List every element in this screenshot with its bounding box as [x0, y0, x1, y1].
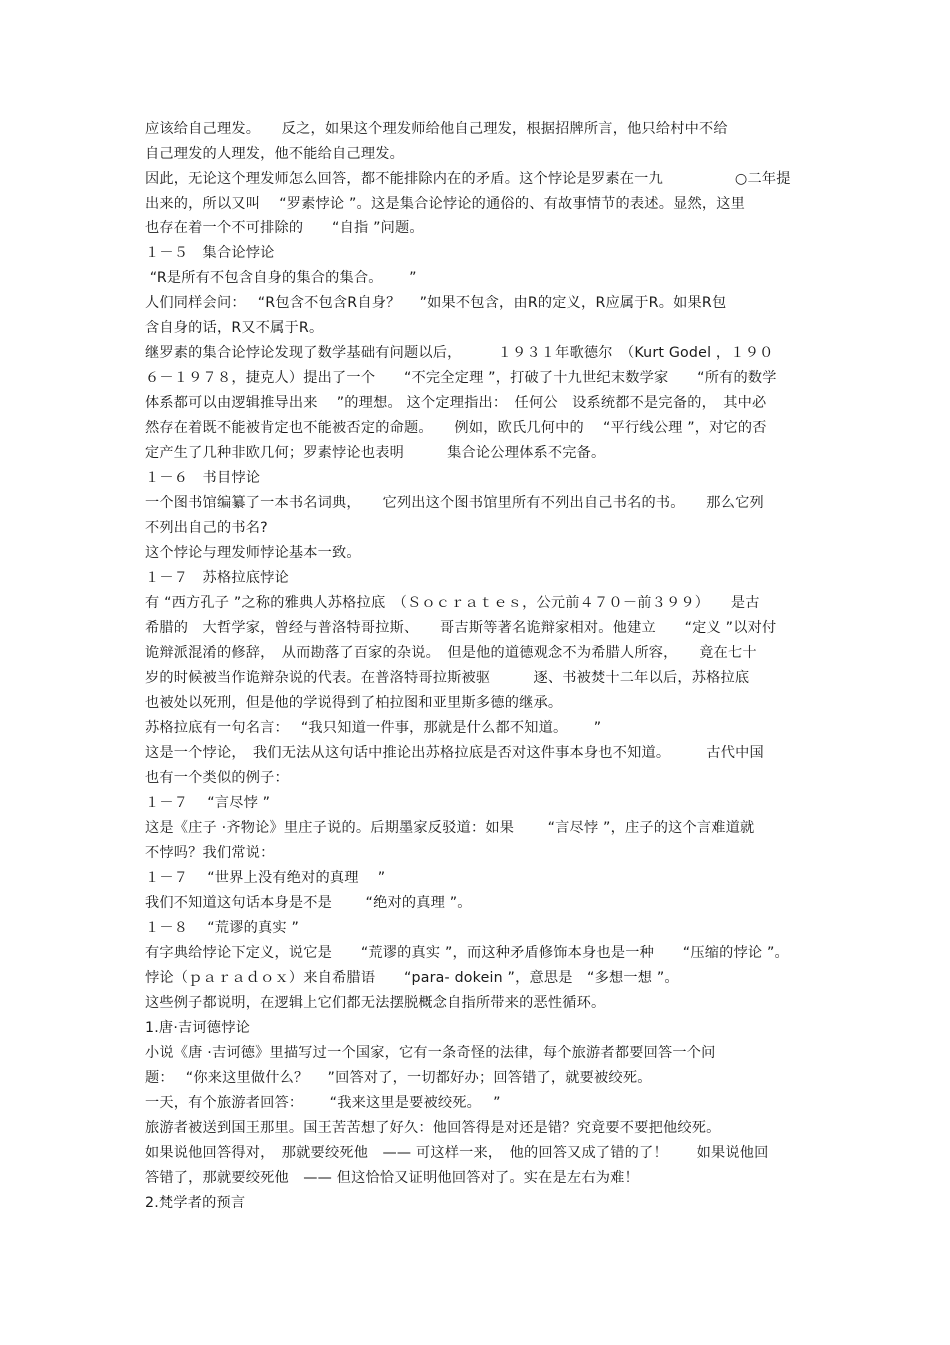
text-line: 继罗素的集合论悖论发现了数学基础有问题以后， １９３１年歌德尔 （Kurt Godel ，１９０: [145, 345, 774, 361]
text-line: 应该给自己理发。 反之，如果这个理发师给他自己理发，根据招牌所言，他只给村中不给: [145, 121, 728, 137]
text-line: 答错了，那就要绞死他 —— 但这恰恰又证明他回答对了。实在是左右为难！: [145, 1170, 639, 1186]
text-line: 这个悖论与理发师悖论基本一致。: [145, 545, 361, 561]
text-line: 如果说他回答得对， 那就要绞死他 —— 可这样一来， 他的回答又成了错的了！ 如果说他回: [145, 1145, 769, 1161]
text-line: 体系都可以由逻辑推导出来 ”的理想。 这个定理指出： 任何公 设系统都不是完备的， 其中必: [145, 395, 767, 411]
text-line: 岁的时候被当作诡辩杂说的代表。在普洛特哥拉斯被驱 逐、书被焚十二年以后，苏格拉底: [145, 670, 750, 686]
text-line: “R是所有不包含自身的集合的集合。 ”: [145, 270, 417, 286]
text-line: 题： “你来这里做什么？ ”回答对了，一切都好办；回答错了，就要被绞死。: [145, 1070, 652, 1086]
text-line: 人们同样会问： “R包含不包含R自身？ ”如果不包含，由R的定义，R应属于R。如果R包: [145, 295, 727, 311]
text-line: ６－１９７８，捷克人）提出了一个 “不完全定理 ”，打破了十九世纪末数学家 “所有的数学: [145, 370, 777, 386]
text-line: 一天，有个旅游者回答： “我来这里是要被绞死。 ”: [145, 1095, 501, 1111]
text-line: 苏格拉底有一句名言： “我只知道一件事，那就是什么都不知道。 ”: [145, 720, 602, 736]
text-line: 因此，无论这个理发师怎么回答，都不能排除内在的矛盾。这个悖论是罗素在一九 ○二年提: [145, 171, 791, 187]
text-line: 我们不知道这句话本身是不是 “绝对的真理 ”。: [145, 895, 472, 911]
text-line: 不列出自己的书名?: [145, 520, 268, 536]
text-line: 这些例子都说明，在逻辑上它们都无法摆脱概念自指所带来的恶性循环。: [145, 995, 606, 1011]
section-heading: １－８ “荒谬的真实 ”: [145, 920, 300, 936]
text-line: 然存在着既不能被肯定也不能被否定的命题。 例如，欧氏几何中的 “平行线公理 ”，对它的否: [145, 420, 767, 436]
text-line: 这是一个悖论， 我们无法从这句话中推论出苏格拉底是否对这件事本身也不知道。 古代中国: [145, 745, 764, 761]
text-line: 一个图书馆编纂了一本书名词典， 它列出这个图书馆里所有不列出自己书名的书。 那么它列: [145, 495, 764, 511]
text-line: 小说《唐 ·吉诃德》里描写过一个国家，它有一条奇怪的法律，每个旅游者都要回答一个问: [145, 1045, 716, 1061]
section-heading: 1.唐·吉诃德悖论: [145, 1020, 250, 1036]
text-line: 有字典给悖论下定义，说它是 “荒谬的真实 ”，而这种矛盾修饰本身也是一种 “压缩的悖论 ”。: [145, 945, 789, 961]
section-heading: １－７ “言尽悖 ”: [145, 795, 271, 811]
text-line: 自己理发的人理发，他不能给自己理发。: [145, 146, 404, 162]
section-heading: １－７ 苏格拉底悖论: [145, 570, 289, 586]
section-heading: １－６ 书目悖论: [145, 470, 261, 486]
text-line: 这是《庄子 ·齐物论》里庄子说的。后期墨家反驳道：如果 “言尽悖 ”，庄子的这个言难道就: [145, 820, 755, 836]
text-line: 也被处以死刑，但是他的学说得到了柏拉图和亚里斯多德的继承。: [145, 695, 563, 711]
text-line: 诡辩派混淆的修辞， 从而勘落了百家的杂说。 但是他的道德观念不为希腊人所容， 竟在七十: [145, 645, 757, 661]
text-line: 定产生了几种非欧几何；罗素悖论也表明 集合论公理体系不完备。: [145, 445, 606, 461]
text-line: 也有一个类似的例子：: [145, 770, 289, 786]
text-line: 希腊的 大哲学家，曾经与普洛特哥拉斯、 哥吉斯等著名诡辩家相对。他建立 “定义 ”以对付: [145, 620, 777, 636]
text-line: 旅游者被送到国王那里。国王苦苦想了好久：他回答得是对还是错？究竟要不要把他绞死。: [145, 1120, 721, 1136]
section-heading: １－５ 集合论悖论: [145, 245, 275, 261]
text-line: 悖论（ｐａｒａｄｏｘ）来自希腊语 “para- dokein ”，意思是 “多想一想 ”。: [145, 970, 679, 986]
text-line: 有 “西方孔子 ”之称的雅典人苏格拉底 （Ｓｏｃｒａｔｅｓ，公元前４７０－前３９９） 是古: [145, 595, 760, 611]
section-heading: １－７ “世界上没有绝对的真理 ”: [145, 870, 386, 886]
section-heading: 2.梵学者的预言: [145, 1195, 246, 1211]
text-line: 不悖吗？我们常说：: [145, 845, 275, 861]
text-line: 出来的，所以又叫 “罗素悖论 ”。这是集合论悖论的通俗的、有故事情节的表述。显然，这里: [145, 196, 746, 212]
text-line: 也存在着一个不可排除的 “自指 ”问题。: [145, 220, 424, 236]
text-line: 含自身的话，R又不属于R。: [145, 320, 324, 336]
